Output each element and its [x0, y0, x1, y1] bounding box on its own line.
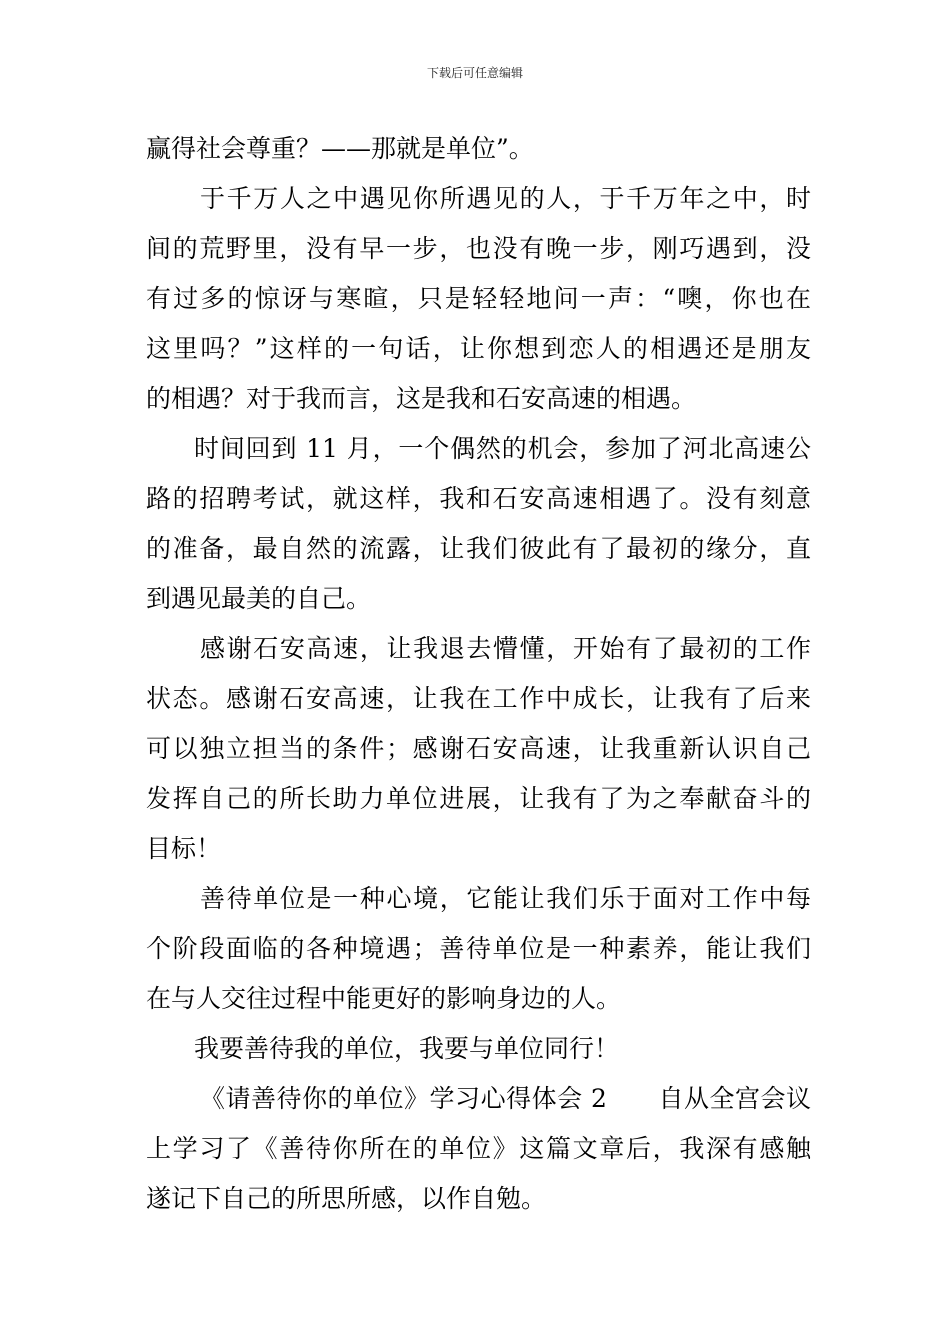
text-line: 到遇见最美的自己。 [146, 584, 372, 613]
text-line: 间的荒野里，没有早一步，也没有晚一步，刚巧遇到，没 [146, 234, 811, 263]
text-line: 于千万人之中遇见你所遇见的人，于千万年之中，时 [200, 184, 811, 213]
text-line: 这里吗？”这样的一句话，让你想到恋人的相遇还是朋友 [146, 334, 811, 363]
text-line: 感谢石安高速，让我退去懵懂，开始有了最初的工作 [200, 634, 811, 663]
text-line: 发挥自己的所长助力单位进展，让我有了为之奉献奋斗的 [146, 784, 811, 813]
text-line: 善待单位是一种心境，它能让我们乐于面对工作中每 [200, 884, 811, 913]
document-body [146, 124, 811, 1224]
text-line: 状态。感谢石安高速，让我在工作中成长，让我有了后来 [146, 684, 811, 713]
text-line: 时间回到 11 月，一个偶然的机会，参加了河北高速公 [194, 434, 811, 463]
text-line: 我要善待我的单位，我要与单位同行！ [194, 1034, 620, 1063]
text-line: 赢得社会尊重？——那就是单位”。 [146, 134, 534, 163]
text-line: 遂记下自己的所思所感，以作自勉。 [146, 1184, 547, 1213]
text-line: 路的招聘考试，就这样，我和石安高速相遇了。没有刻意 [146, 484, 811, 513]
text-line: 在与人交往过程中能更好的影响身边的人。 [146, 984, 622, 1013]
text-line: 有过多的惊讶与寒暄，只是轻轻地问一声：“噢，你也在 [146, 284, 811, 313]
text-line: 上学习了《善待你所在的单位》这篇文章后，我深有感触 [146, 1134, 811, 1163]
text-line: 《请善待你的单位》学习心得体会 2 自从全宫会议 [200, 1084, 811, 1113]
text-line: 可以独立担当的条件；感谢石安高速，让我重新认识自己 [146, 734, 811, 763]
text-line: 的准备，最自然的流露，让我们彼此有了最初的缘分，直 [146, 534, 811, 563]
text-line: 个阶段面临的各种境遇；善待单位是一种素养，能让我们 [146, 934, 811, 963]
text-line: 目标！ [146, 834, 222, 863]
text-line: 的相遇？对于我而言，这是我和石安高速的相遇。 [146, 384, 697, 413]
page-header: 下载后可任意编辑 [426, 66, 523, 80]
